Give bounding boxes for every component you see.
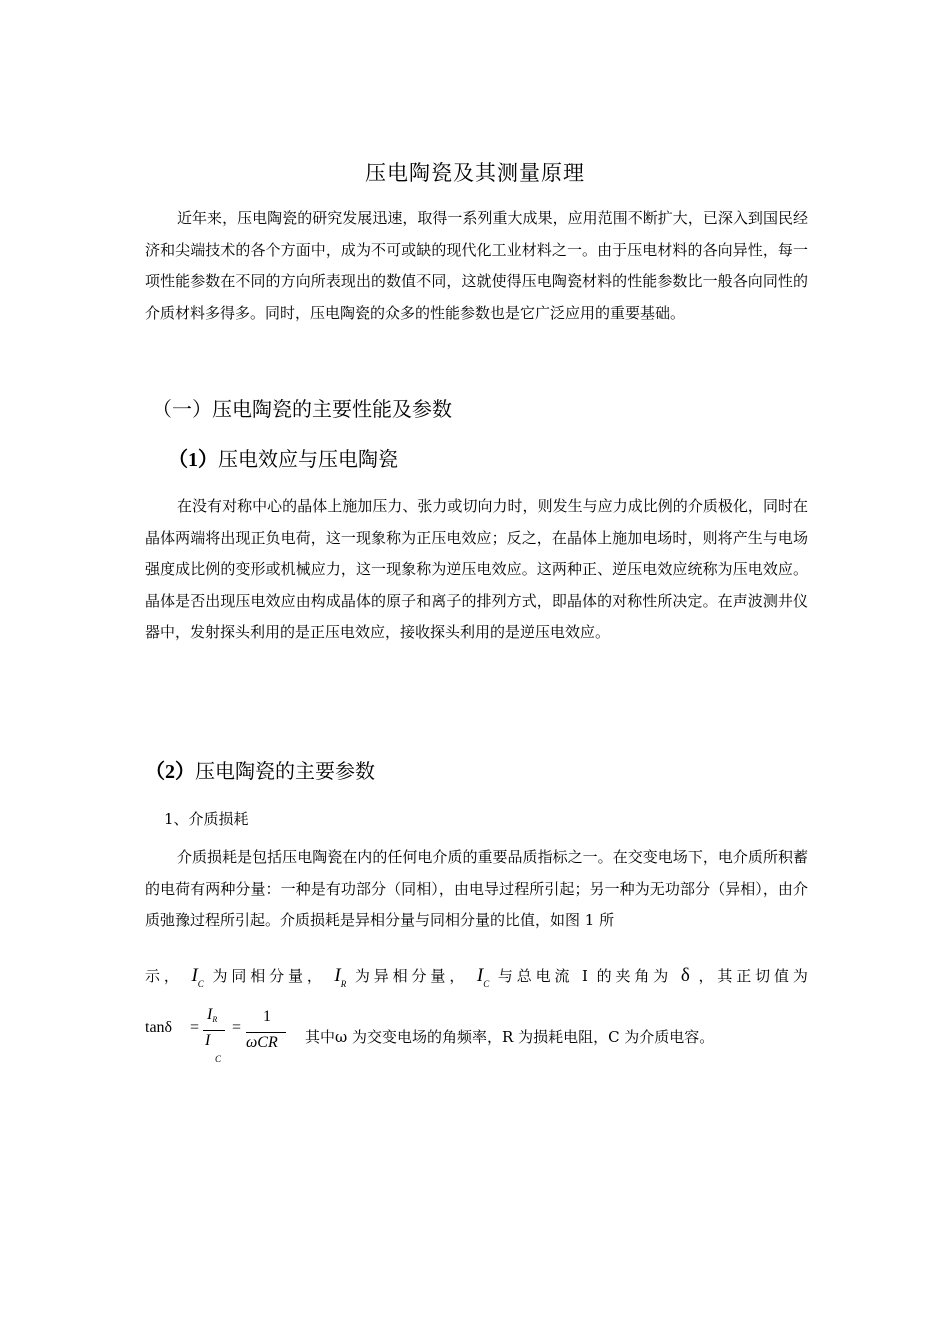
formula-denominator-sub: C: [215, 1054, 222, 1064]
formula-denominator-wcr: ωCR: [246, 1034, 278, 1051]
symbol-delta: δ: [680, 965, 690, 986]
symbol-ir: $I_R$: [334, 965, 347, 989]
subsection-heading-2: [145, 755, 375, 788]
text-fragment: 为异相分量，: [354, 967, 469, 985]
dielectric-loss-paragraph: 介质损耗是包括压电陶瓷在内的任何电介质的重要品质指标之一。在交变电场下，电介质所积蓄的电荷有两种分量：一种是有功部分（同相），由电导过程所引起；另一种为无功部分（异相），由介质弛豫过程所引起。介质损耗是异相分量与同相分量的比值，如图 1 所: [145, 848, 808, 929]
formula-explanation: 其中ω 为交变电场的角频率，R 为损耗电阻，C 为介质电容。: [305, 1028, 715, 1046]
symbol-ic-2: $I_C$: [476, 965, 490, 989]
formula-numerator-one: 1: [263, 1008, 271, 1025]
subsection-number: （1）: [168, 449, 218, 471]
formula-numerator-ir: $I_R$: [207, 1006, 218, 1024]
page-title: 压电陶瓷及其测量原理: [365, 161, 585, 185]
piezo-effect-paragraph: 在没有对称中心的晶体上施加压力、张力或切向力时，则发生与应力成比例的介质极化，同时在晶体两端将出现正负电荷，这一现象称为正压电效应；反之，在晶体上施加电场时，则将产生与电场强度成比例的变形或机械应力，这一现象称为逆压电效应。这两种正、逆压电效应统称为压电效应。晶体是否出现压电效应由构成晶体的原子和离子的排列方式，即晶体的对称性所决定。在声波测井仪器中，发射探头利用的是正压电效应，接收探头利用的是逆压电效应。: [145, 497, 808, 641]
text-fragment: ，其正切值为: [698, 967, 808, 985]
text-fragment: 与总电流 I 的夹角为: [497, 967, 673, 985]
symbol-ic: $I_C$: [191, 965, 204, 989]
formula-equals: =: [190, 1019, 200, 1036]
fraction-bar-2: [246, 1032, 286, 1033]
fraction-bar: [203, 1030, 225, 1031]
text-fragment: 为同相分量，: [212, 967, 326, 985]
formula-tan: tanδ: [145, 1019, 173, 1036]
text-fragment: 示，: [145, 967, 183, 985]
section-heading-1: （一）压电陶瓷的主要性能及参数: [152, 397, 452, 421]
item-heading: 1、介质损耗: [164, 810, 249, 828]
formula-equals-2: =: [232, 1019, 242, 1036]
subsection-title: 压电效应与压电陶瓷: [218, 447, 398, 471]
subsection-heading-1: [168, 443, 398, 476]
subsection-title: 压电陶瓷的主要参数: [195, 759, 375, 783]
intro-paragraph: 近年来，压电陶瓷的研究发展迅速，取得一系列重大成果，应用范围不断扩大，已深入到国民经济和尖端技术的各个方面中，成为不可或缺的现代化工业材料之一。由于压电材料的各向异性，每一项性能参数在不同的方向所表现出的数值不同，这就使得压电陶瓷材料的性能参数比一般各向同性的介质材料多得多。同时，压电陶瓷的众多的性能参数也是它广泛应用的重要基础。: [145, 209, 808, 322]
formula-denominator-ic: I: [205, 1032, 211, 1049]
subsection-number: （2）: [145, 761, 195, 783]
tan-delta-formula: [145, 1004, 295, 1070]
loss-definition-line: [145, 960, 808, 995]
